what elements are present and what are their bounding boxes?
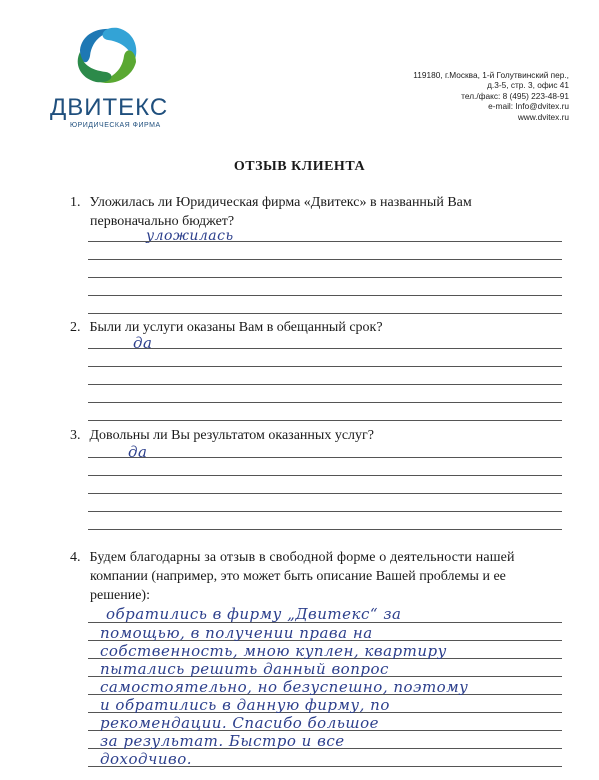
contact-info xyxy=(329,70,569,122)
answer-line xyxy=(88,384,562,385)
question-text: Были ли услуги оказаны Вам в обещанный срок? xyxy=(89,320,383,335)
question-text: Уложилась ли Юридическая фирма «Двитекс» в названный Вам xyxy=(89,195,472,210)
handwritten-answer-line: обратились в фирму „Двитекс“ за xyxy=(106,605,402,623)
question-text: компании (например, это может быть описание Вашей проблемы и ее xyxy=(90,569,506,584)
handwritten-answer: да xyxy=(128,443,148,461)
question-number: 2. xyxy=(70,320,81,335)
question-4 xyxy=(70,548,575,605)
contact-website: www.dvitex.ru xyxy=(517,111,569,122)
handwritten-answer-line: и обратились в данную фирму, по xyxy=(100,696,390,714)
question-number: 4. xyxy=(70,550,81,565)
question-number: 1. xyxy=(70,195,81,210)
answer-line xyxy=(88,241,562,242)
page-title: ОТЗЫВ КЛИЕНТА xyxy=(233,159,366,174)
question-text: Будем благодарны за отзыв в свободной форме о деятельности нашей xyxy=(89,550,515,565)
answer-line xyxy=(88,475,562,476)
handwritten-answer: уложилась xyxy=(146,228,234,244)
question-text: Довольны ли Вы результатом оказанных услуг? xyxy=(89,428,374,443)
brand-tagline: ЮРИДИЧЕСКАЯ ФИРМА xyxy=(70,122,161,129)
question-1 xyxy=(70,193,570,231)
handwritten-answer-line: пытались решить данный вопрос xyxy=(100,660,389,678)
contact-address: 119180, г.Москва, 1-й Голутвинский пер., xyxy=(413,70,569,80)
contact-email: e-mail: Info@dvitex.ru xyxy=(488,101,569,112)
handwritten-answer: да xyxy=(133,334,153,352)
question-number: 3. xyxy=(70,428,81,443)
question-text: первоначально бюджет? xyxy=(90,214,235,229)
handwritten-answer-line: за результат. Быстро и все xyxy=(100,732,345,750)
question-text: решение): xyxy=(90,588,150,603)
answer-line xyxy=(88,366,562,367)
answer-line xyxy=(88,313,562,314)
answer-line xyxy=(88,402,562,403)
contact-phone: тел./факс: 8 (495) 223-48-91 xyxy=(461,90,569,101)
answer-line xyxy=(88,420,562,421)
answer-line xyxy=(88,277,562,278)
answer-line xyxy=(88,457,562,458)
answer-line xyxy=(88,259,562,260)
answer-line xyxy=(88,511,562,512)
answer-line xyxy=(88,348,562,349)
answer-line xyxy=(88,493,562,494)
handwritten-answer-line: помощью, в получении права на xyxy=(100,624,373,642)
handwritten-answer-line: собственность, мною куплен, квартиру xyxy=(100,642,447,660)
company-logo-icon xyxy=(72,22,142,88)
contact-address-2: д.3-5, стр. 3, офис 41 xyxy=(487,80,569,91)
handwritten-answer-line: самостоятельно, но безуспешно, поэтому xyxy=(100,678,469,696)
handwritten-answer-line: доходчиво. xyxy=(100,750,193,768)
brand-name: ДВИТЕКС xyxy=(50,94,169,121)
answer-line xyxy=(88,295,562,296)
handwritten-answer-line: рекомендации. Спасибо большое xyxy=(100,714,380,732)
answer-line xyxy=(88,529,562,530)
